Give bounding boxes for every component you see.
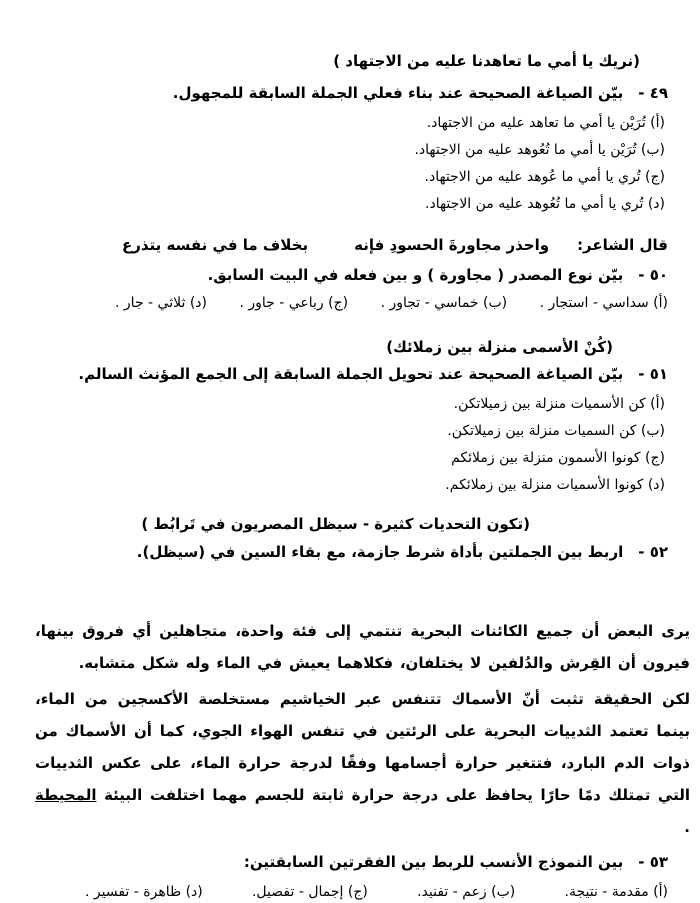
passage-underlined-word: المحيطة — [35, 786, 97, 804]
question-51-options — [15, 391, 668, 499]
q51-option-a: (أ) كن الأسميات منزلة بين زميلاتكن. — [453, 396, 665, 412]
q49-option-b: (ب) تُرَيْن يا أمي ما تُعُوهد عليه من الاجتهاد. — [414, 142, 665, 158]
q51-option-c: (ج) كونوا الأسمون منزلة بين زملائكم — [451, 450, 665, 466]
passage-paragraph-2 — [35, 683, 690, 843]
q53-option-c: (ج) إجمال - تفصيل. — [251, 884, 368, 900]
question-52-text: اربط بين الجملتين بأداة شرط جازمة، مع بقاء السين في (سيظل). — [136, 543, 624, 561]
q53-option-d: (د) ظاهرة - تفسير . — [85, 884, 203, 900]
question-49-options — [15, 110, 668, 218]
q50-option-c: (ج) رباعي - جاور . — [239, 295, 349, 311]
q50-option-a: (أ) سداسي - استجار . — [539, 295, 668, 311]
q50-option-d: (د) ثلاثي - جار . — [115, 295, 207, 311]
passage-paragraph-1: يرى البعض أن جميع الكائنات البحرية تنتمي إلى فئة واحدة، متجاهلين أي فروق بينها، فيرون أن القِرش والدُلفين لا يختلفان، فكلاهما يعيش في الماء وله شكل متشابه. — [35, 622, 690, 672]
question-53-header — [15, 851, 668, 873]
poet-hemistich-1: واحذر مجاورةَ الحسودِ فإنه — [354, 236, 550, 254]
question-49-text: بيّن الصياغة الصحيحة عند بناء فعلي الجملة السابقة للمجهول. — [172, 84, 624, 102]
passage-paragraph-2-text: لكن الحقيقة تثبت أنّ الأسماك تتنفس عبر الخياشيم مستخلصة الأكسجين من الماء، بينما تعتمد الثدييات البحرية على الرئتين في تنفس الهواء الجوي، كما أن الأسماك من ذوات الدم البارد، فتتغير حرارة أجسامها وفقًا لدرجة حرارة الماء، على عكس الثدييات التي تمتلك دمًا حارًا يحافظ على درجة حرارة ثابتة للجسم مهما اختلفت البيئة — [35, 690, 690, 804]
poet-verse-line — [15, 234, 668, 256]
question-50-number: ٥٠ - — [638, 266, 668, 284]
question-49-header — [15, 82, 668, 104]
question-50-options — [15, 292, 668, 314]
question-53-options — [15, 881, 668, 903]
question-52-number: ٥٢ - — [638, 543, 668, 561]
q49-option-a: (أ) تُرَيْن يا أمي ما تعاهد عليه من الاجتهاد. — [426, 115, 665, 131]
q51-option-d: (د) كونوا الأسميات منزلة بين زملائكم. — [445, 477, 665, 493]
question-52-header — [15, 541, 668, 563]
q51-option-b: (ب) كن السميات منزلة بين زميلاتكن. — [447, 423, 665, 439]
question-50-text: بيّن نوع المصدر ( مجاورة ) و بين فعله في البيت السابق. — [207, 266, 624, 284]
passage-paragraph-2-period: . — [684, 818, 690, 836]
poet-intro: قال الشاعر: — [577, 236, 668, 254]
q53-option-b: (ب) زعم - تفنيد. — [417, 884, 516, 900]
poet-hemistich-2: بخلاف ما في نفسه يتذرع — [121, 236, 309, 254]
q49-source-quote: (نريك يا أمي ما تعاهدنا عليه من الاجتهاد ) — [333, 52, 640, 70]
question-53-text: بين النموذج الأنسب للربط بين الفقرتين السابقتين: — [243, 853, 624, 871]
q51-source-quote: (كُنْ الأسمى منزلة بين زملائك) — [386, 338, 613, 356]
question-51-header — [15, 363, 668, 385]
question-49-number: ٤٩ - — [638, 84, 668, 102]
question-50-header — [15, 264, 668, 286]
question-51-number: ٥١ - — [638, 365, 668, 383]
q49-option-d: (د) تُري يا أمي ما تُعُوهد عليه من الاجتهاد. — [425, 196, 665, 212]
q52-source-quote: (تكون التحديات كثيرة - سيظل المصريون في تَرابُط ) — [141, 515, 530, 533]
q49-option-c: (ج) تُري يا أمي ما عُوهد عليه من الاجتهاد. — [424, 169, 665, 185]
question-51-text: بيّن الصياغة الصحيحة عند تحويل الجملة السابقة إلى الجمع المؤنث السالم. — [78, 365, 624, 383]
q53-option-a: (أ) مقدمة - نتيجة. — [564, 884, 668, 900]
q50-option-b: (ب) خماسي - تجاور . — [380, 295, 508, 311]
question-53-number: ٥٣ - — [638, 853, 668, 871]
